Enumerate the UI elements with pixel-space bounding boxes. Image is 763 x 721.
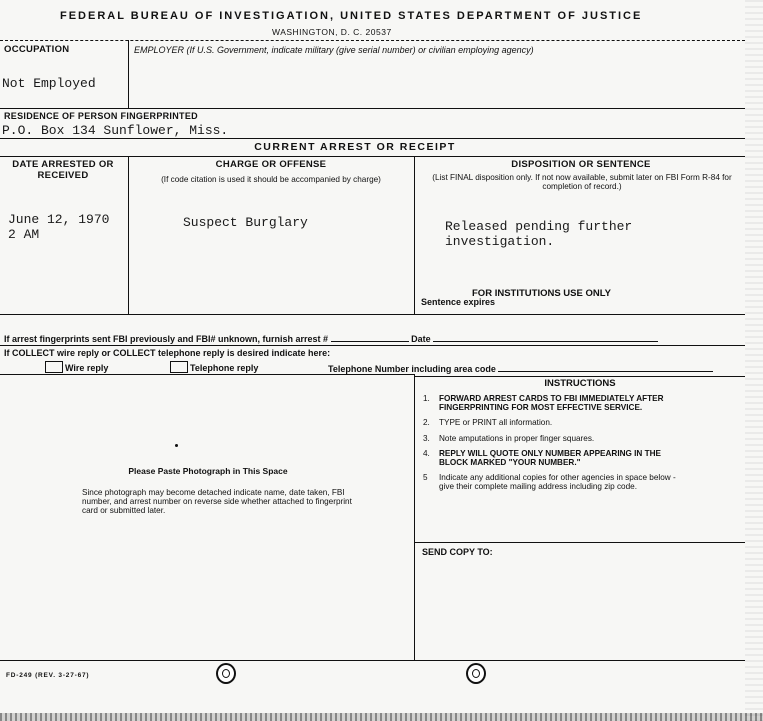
instructions-top-line bbox=[414, 376, 745, 377]
scan-margin-noise bbox=[745, 0, 763, 721]
prior-date-field[interactable] bbox=[433, 333, 658, 342]
send-copy-divider bbox=[414, 542, 745, 543]
instructions-list-container bbox=[423, 394, 678, 498]
instruction-item: 1. FORWARD ARREST CARDS TO FBI IMMEDIATELY AFTER FINGERPRINTING FOR MOST EFFECTIVE SERVICE. bbox=[423, 394, 664, 413]
employer-label: EMPLOYER (If U.S. Government, indicate military (give serial number) or civilian employing agency) bbox=[134, 45, 534, 55]
bottom-border bbox=[0, 660, 745, 661]
charge-label: CHARGE OR OFFENSE bbox=[215, 159, 327, 170]
prior-arrest-line bbox=[4, 333, 658, 344]
photo-note: Since photograph may become detached indicate name, date taken, FBI number, and arrest number on reverse side whether attached to fingerprint card or submitted later. bbox=[82, 488, 352, 516]
phone-number-label: Telephone Number including area code bbox=[328, 364, 496, 374]
instructions-list bbox=[423, 394, 678, 492]
sentence-expires-label: Sentence expires bbox=[421, 297, 496, 307]
telephone-reply-option[interactable] bbox=[170, 361, 258, 373]
date-arrested-value: June 12, 1970 bbox=[8, 212, 110, 227]
photo-title: Please Paste Photograph in This Space bbox=[128, 466, 288, 476]
disposition-note: (List FINAL disposition only. If not now available, submit later on FBI Form R-84 for completion of record.) bbox=[432, 173, 732, 192]
disposition-value-line2: investigation. bbox=[445, 234, 555, 249]
date-arrested-label: DATE ARRESTED OR RECEIVED bbox=[12, 159, 114, 181]
scan-bottom-noise bbox=[0, 713, 763, 721]
photo-instructions-divider bbox=[414, 374, 415, 660]
instruction-item: 5 Indicate any additional copies for other agencies in space below - give their complete mailing address including zip code. bbox=[423, 473, 676, 492]
institutions-label: FOR INSTITUTIONS USE ONLY bbox=[472, 288, 611, 299]
telephone-reply-label: Telephone reply bbox=[190, 363, 259, 373]
instruction-item: 3. Note amputations in proper finger squares. bbox=[423, 433, 595, 443]
send-copy-label: SEND COPY TO: bbox=[422, 547, 493, 557]
prior-arrest-number-field[interactable] bbox=[331, 333, 409, 342]
residence-label: RESIDENCE OF PERSON FINGERPRINTED bbox=[4, 111, 198, 121]
wire-reply-label: Wire reply bbox=[65, 363, 109, 373]
row-divider-2 bbox=[0, 138, 745, 139]
current-arrest-title: CURRENT ARREST OR RECEIPT bbox=[254, 141, 456, 153]
charge-value: Suspect Burglary bbox=[183, 215, 308, 230]
instruction-item: 2. TYPE or PRINT all information. bbox=[423, 418, 553, 428]
prior-date-label: Date bbox=[411, 334, 431, 344]
row-divider-1 bbox=[0, 108, 745, 109]
row-divider-5 bbox=[0, 345, 745, 346]
wire-reply-option[interactable] bbox=[45, 361, 108, 373]
collect-text: If COLLECT wire reply or COLLECT telephone reply is desired indicate here: bbox=[4, 348, 331, 358]
arrest-col-divider-2 bbox=[414, 156, 415, 314]
occupation-label: OCCUPATION bbox=[4, 44, 70, 55]
phone-number-line bbox=[328, 363, 713, 374]
prior-arrest-text: If arrest fingerprints sent FBI previously and FBI# unknown, furnish arrest # bbox=[4, 334, 329, 344]
wire-reply-checkbox[interactable] bbox=[45, 361, 63, 373]
arrest-col-divider-1 bbox=[128, 156, 129, 314]
agency-heading: FEDERAL BUREAU OF INVESTIGATION, UNITED STATES DEPARTMENT OF JUSTICE bbox=[60, 10, 643, 22]
row-divider-4 bbox=[0, 314, 745, 315]
instructions-title: INSTRUCTIONS bbox=[544, 378, 616, 389]
disposition-value-line1: Released pending further bbox=[445, 219, 633, 234]
charge-note: (If code citation is used it should be accompanied by charge) bbox=[161, 175, 381, 184]
agency-address: WASHINGTON, D. C. 20537 bbox=[272, 27, 392, 37]
punch-hole-left-icon bbox=[216, 663, 236, 684]
top-border bbox=[0, 40, 745, 41]
occupation-value: Not Employed bbox=[2, 76, 96, 91]
occupation-divider bbox=[128, 40, 129, 108]
disposition-label: DISPOSITION OR SENTENCE bbox=[511, 159, 651, 170]
form-number: FD-249 (REV. 3-27-67) bbox=[6, 672, 90, 679]
photo-center-dot bbox=[175, 444, 178, 447]
phone-number-field[interactable] bbox=[498, 363, 713, 372]
telephone-reply-checkbox[interactable] bbox=[170, 361, 188, 373]
time-arrested-value: 2 AM bbox=[8, 227, 40, 242]
row-divider-6 bbox=[0, 374, 414, 375]
punch-hole-right-icon bbox=[466, 663, 486, 684]
instruction-item: 4. REPLY WILL QUOTE ONLY NUMBER APPEARING IN THE BLOCK MARKED "YOUR NUMBER." bbox=[423, 448, 661, 468]
row-divider-3 bbox=[0, 156, 745, 157]
residence-value: P.O. Box 134 Sunflower, Miss. bbox=[2, 123, 229, 138]
